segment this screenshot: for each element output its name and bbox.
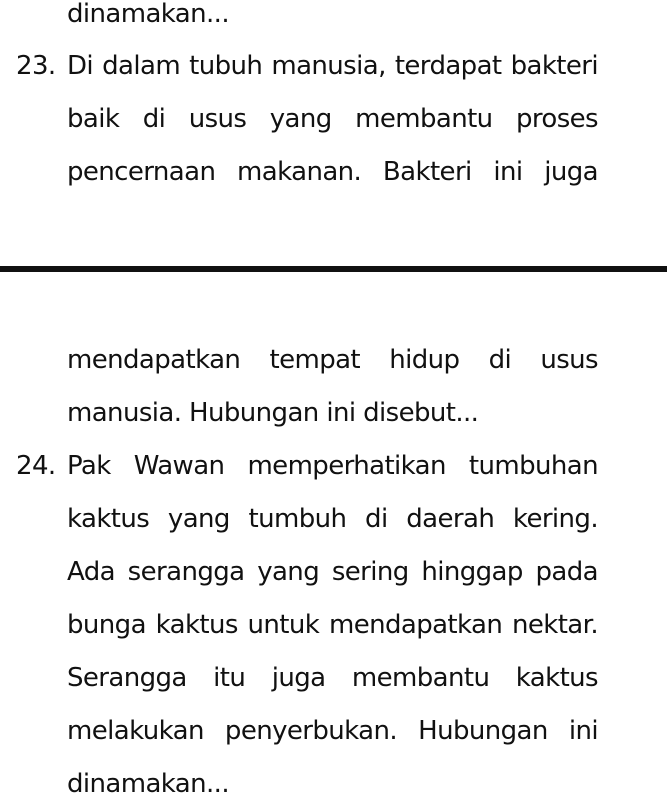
- page-bottom: [0, 300, 667, 812]
- question-text: [67, 40, 598, 199]
- text-line: Di dalam tubuh manusia, terdapat bakteri: [67, 51, 598, 81]
- question-text: [67, 334, 598, 440]
- page-top: [0, 0, 667, 240]
- text-line: melakukan penyerbukan. Hubungan ini: [67, 716, 598, 746]
- text-line: Pak Wawan memperhatikan tumbuhan: [67, 451, 598, 481]
- page-break-divider: [0, 266, 667, 272]
- question-number: 23.: [16, 51, 56, 81]
- question-text: [67, 0, 598, 41]
- text-line: baik di usus yang membantu proses: [67, 104, 598, 134]
- text-line: dinamakan...: [67, 0, 230, 29]
- text-line: bunga kaktus untuk mendapatkan nektar.: [67, 610, 598, 640]
- text-line: manusia. Hubungan ini disebut...: [67, 398, 479, 428]
- text-line: pencernaan makanan. Bakteri ini juga: [67, 157, 598, 187]
- text-line: kaktus yang tumbuh di daerah kering.: [67, 504, 598, 534]
- text-line: Serangga itu juga membantu kaktus: [67, 663, 598, 693]
- text-line: mendapatkan tempat hidup di usus: [67, 345, 598, 375]
- question-text: [67, 440, 598, 811]
- text-line: dinamakan...: [67, 769, 230, 799]
- question-number: 24.: [16, 451, 56, 481]
- text-line: Ada serangga yang sering hinggap pada: [67, 557, 598, 587]
